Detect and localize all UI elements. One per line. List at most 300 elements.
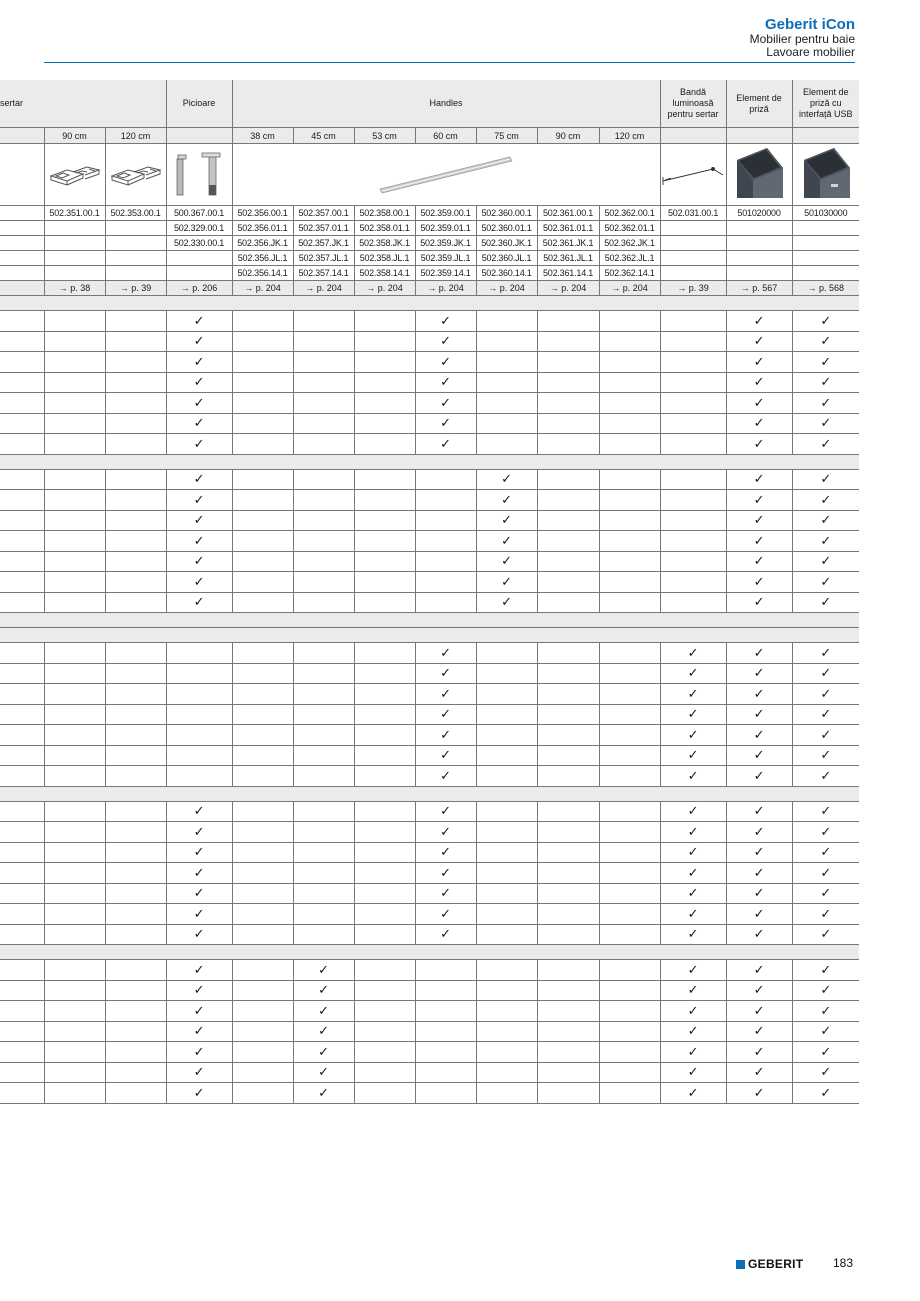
empty-cell [0,725,44,746]
empty-cell [105,393,166,414]
size-cell: 90 cm [44,128,105,144]
check-mark: ✓ [726,766,792,787]
check-mark: ✓ [415,842,476,863]
article-number: 502.356.00.1 [232,206,293,221]
empty-cell [44,704,105,725]
check-mark: ✓ [792,766,859,787]
empty-cell [415,980,476,1001]
empty-cell [599,924,660,945]
check-mark: ✓ [415,904,476,925]
size-cell: 53 cm [354,128,415,144]
check-mark: ✓ [660,745,726,766]
empty-cell [599,490,660,511]
compatibility-row [0,924,859,945]
empty-cell [599,311,660,332]
empty-cell [660,551,726,572]
empty-cell [105,311,166,332]
empty-cell [232,725,293,746]
empty-cell [476,924,537,945]
article-number: 502.360.14.1 [476,266,537,281]
empty-cell [354,883,415,904]
article-number: 502.361.JK.1 [537,236,599,251]
check-mark: ✓ [726,1042,792,1063]
empty-cell [0,311,44,332]
empty-cell [354,1042,415,1063]
empty-cell [660,413,726,434]
empty-cell [476,842,537,863]
check-mark: ✓ [660,1042,726,1063]
check-mark: ✓ [166,801,232,822]
check-mark: ✓ [792,372,859,393]
check-mark: ✓ [726,490,792,511]
empty-cell [232,801,293,822]
check-mark: ✓ [792,331,859,352]
check-mark: ✓ [476,490,537,511]
check-mark: ✓ [660,980,726,1001]
empty-cell [105,842,166,863]
page-reference: → p. 204 [354,281,415,296]
empty-cell [476,1021,537,1042]
empty-cell [354,1083,415,1104]
article-number: 502.357.00.1 [293,206,354,221]
empty-cell [354,572,415,593]
article-number: 502.360.01.1 [476,221,537,236]
empty-cell [44,434,105,455]
empty-cell [232,531,293,552]
empty-cell [232,469,293,490]
separator-band [0,454,859,469]
compatibility-row [0,490,859,511]
article-number [660,251,726,266]
article-number: 502.361.00.1 [537,206,599,221]
empty-cell [0,1062,44,1083]
separator-band [0,613,859,628]
empty-cell [105,469,166,490]
empty-cell [0,352,44,373]
section-separator [0,613,859,628]
empty-cell [354,725,415,746]
empty-cell [105,725,166,746]
empty-cell [0,842,44,863]
article-number: 502.031.00.1 [660,206,726,221]
empty-cell [44,801,105,822]
article-number: 502.361.JL.1 [537,251,599,266]
accessory-compatibility-table [0,80,859,1104]
empty-cell [354,551,415,572]
check-mark: ✓ [415,331,476,352]
empty-cell [232,551,293,572]
check-mark: ✓ [726,469,792,490]
empty-cell [105,822,166,843]
empty-cell [537,883,599,904]
empty-cell [44,531,105,552]
empty-cell [166,704,232,725]
empty-cell [105,904,166,925]
check-mark: ✓ [726,551,792,572]
size-cell [166,128,232,144]
check-mark: ✓ [726,352,792,373]
compatibility-row [0,745,859,766]
article-number [44,266,105,281]
check-mark: ✓ [792,393,859,414]
empty-cell [599,863,660,884]
empty-cell [599,331,660,352]
empty-cell [537,1083,599,1104]
article-number: 502.361.01.1 [537,221,599,236]
empty-cell [599,663,660,684]
empty-cell [599,551,660,572]
check-mark: ✓ [415,311,476,332]
empty-cell [232,1001,293,1022]
check-mark: ✓ [792,883,859,904]
article-number: 502.358.14.1 [354,266,415,281]
empty-cell [537,745,599,766]
check-mark: ✓ [415,643,476,664]
empty-cell [354,822,415,843]
empty-cell [293,531,354,552]
image-row [0,144,859,206]
empty-cell [660,469,726,490]
compatibility-row [0,592,859,613]
empty-cell [0,904,44,925]
empty-cell [537,551,599,572]
compatibility-row [0,469,859,490]
check-mark: ✓ [476,592,537,613]
article-number [792,251,859,266]
check-mark: ✓ [660,684,726,705]
empty-cell [44,745,105,766]
empty-cell [166,745,232,766]
empty-cell [537,1021,599,1042]
empty-cell [354,684,415,705]
empty-cell [0,883,44,904]
empty-cell [232,883,293,904]
empty-cell [44,924,105,945]
check-mark: ✓ [792,643,859,664]
empty-cell [0,1083,44,1104]
check-mark: ✓ [792,1062,859,1083]
compatibility-row [0,352,859,373]
check-mark: ✓ [792,469,859,490]
check-mark: ✓ [726,704,792,725]
empty-cell [537,490,599,511]
check-mark: ✓ [792,510,859,531]
header-element-priza-usb: Element de priză cu interfață USB [792,80,859,128]
check-mark: ✓ [415,766,476,787]
compatibility-row [0,904,859,925]
article-row [0,236,859,251]
compatibility-row [0,704,859,725]
empty-cell [232,863,293,884]
empty-cell [354,352,415,373]
empty-cell [476,980,537,1001]
empty-cell [44,592,105,613]
empty-cell [105,572,166,593]
check-mark: ✓ [166,531,232,552]
led-strip-icon [661,161,725,189]
check-mark: ✓ [726,331,792,352]
empty-cell [537,924,599,945]
check-mark: ✓ [166,1062,232,1083]
empty-cell [105,1083,166,1104]
empty-cell [293,663,354,684]
socket-element-icon [731,146,787,204]
check-mark: ✓ [792,1083,859,1104]
empty-cell [232,980,293,1001]
empty-cell [415,551,476,572]
empty-cell [537,1042,599,1063]
empty-cell [293,352,354,373]
empty-cell [105,434,166,455]
check-mark: ✓ [792,745,859,766]
page-reference: → p. 204 [415,281,476,296]
empty-cell [354,372,415,393]
empty-cell [537,572,599,593]
check-mark: ✓ [166,1042,232,1063]
image-cell [232,144,660,206]
image-cell [0,144,44,206]
check-mark: ✓ [792,413,859,434]
article-number: 502.360.JK.1 [476,236,537,251]
compatibility-row [0,372,859,393]
empty-cell [537,643,599,664]
page-reference: → p. 206 [166,281,232,296]
empty-cell [44,572,105,593]
check-mark: ✓ [726,643,792,664]
article-number: 502.357.JL.1 [293,251,354,266]
empty-cell [537,352,599,373]
article-number: 502.330.00.1 [166,236,232,251]
empty-cell [415,960,476,981]
check-mark: ✓ [792,704,859,725]
empty-cell [354,490,415,511]
empty-cell [44,643,105,664]
empty-cell [105,372,166,393]
check-mark: ✓ [792,924,859,945]
check-mark: ✓ [476,531,537,552]
empty-cell [354,434,415,455]
check-mark: ✓ [726,684,792,705]
empty-cell [354,531,415,552]
empty-cell [0,980,44,1001]
empty-cell [537,1062,599,1083]
article-number [105,236,166,251]
empty-cell [232,924,293,945]
page-reference: → p. 204 [232,281,293,296]
empty-cell [599,393,660,414]
empty-cell [232,592,293,613]
check-mark: ✓ [476,572,537,593]
article-number [792,236,859,251]
empty-cell [44,331,105,352]
empty-cell [44,413,105,434]
check-mark: ✓ [293,980,354,1001]
empty-cell [476,745,537,766]
empty-cell [599,434,660,455]
check-mark: ✓ [293,1001,354,1022]
empty-cell [660,572,726,593]
check-mark: ✓ [792,572,859,593]
article-number: 501030000 [792,206,859,221]
empty-cell [476,1062,537,1083]
drawer-insert-icon [108,160,164,190]
compatibility-row [0,510,859,531]
empty-cell [599,1083,660,1104]
empty-cell [0,1021,44,1042]
empty-cell [293,413,354,434]
empty-cell [537,801,599,822]
check-mark: ✓ [660,822,726,843]
check-mark: ✓ [415,434,476,455]
empty-cell [232,643,293,664]
check-mark: ✓ [415,745,476,766]
empty-cell [599,352,660,373]
empty-cell [660,352,726,373]
check-mark: ✓ [660,801,726,822]
compatibility-row [0,572,859,593]
empty-cell [599,980,660,1001]
article-number [105,251,166,266]
empty-cell [232,663,293,684]
check-mark: ✓ [726,1021,792,1042]
furniture-leg-icon [169,149,229,201]
empty-cell [537,510,599,531]
check-mark: ✓ [660,766,726,787]
page-reference: → p. 204 [476,281,537,296]
empty-cell [44,469,105,490]
compatibility-row [0,883,859,904]
check-mark: ✓ [476,551,537,572]
empty-cell [105,531,166,552]
subcategory-line: Lavoare mobilier [766,45,855,59]
empty-cell [105,331,166,352]
empty-cell [476,725,537,746]
empty-cell [660,311,726,332]
check-mark: ✓ [166,822,232,843]
empty-cell [537,980,599,1001]
article-number: 502.359.14.1 [415,266,476,281]
empty-cell [415,510,476,531]
check-mark: ✓ [792,1042,859,1063]
empty-cell [44,684,105,705]
check-mark: ✓ [726,510,792,531]
check-mark: ✓ [660,842,726,863]
article-cell-blank [0,221,44,236]
empty-cell [0,551,44,572]
empty-cell [166,684,232,705]
article-number [726,251,792,266]
check-mark: ✓ [726,572,792,593]
check-mark: ✓ [293,1021,354,1042]
check-mark: ✓ [166,434,232,455]
check-mark: ✓ [660,663,726,684]
empty-cell [105,801,166,822]
empty-cell [599,904,660,925]
article-number [726,266,792,281]
check-mark: ✓ [726,801,792,822]
empty-cell [293,801,354,822]
article-number: 502.356.JL.1 [232,251,293,266]
check-mark: ✓ [792,1021,859,1042]
empty-cell [537,469,599,490]
empty-cell [599,469,660,490]
empty-cell [537,372,599,393]
empty-cell [0,960,44,981]
check-mark: ✓ [660,704,726,725]
empty-cell [232,490,293,511]
compatibility-row [0,413,859,434]
article-number: 502.362.JK.1 [599,236,660,251]
compatibility-row [0,1021,859,1042]
article-number: 502.359.00.1 [415,206,476,221]
empty-cell [44,980,105,1001]
empty-cell [105,924,166,945]
check-mark: ✓ [166,1021,232,1042]
empty-cell [537,863,599,884]
check-mark: ✓ [726,372,792,393]
empty-cell [293,904,354,925]
empty-cell [660,434,726,455]
page-reference: → p. 568 [792,281,859,296]
article-number: 502.351.00.1 [44,206,105,221]
empty-cell [44,393,105,414]
article-number: 502.361.14.1 [537,266,599,281]
check-mark: ✓ [726,531,792,552]
empty-cell [0,372,44,393]
check-mark: ✓ [792,863,859,884]
empty-cell [476,352,537,373]
empty-cell [232,904,293,925]
page-reference: → p. 39 [105,281,166,296]
empty-cell [599,413,660,434]
empty-cell [537,311,599,332]
empty-cell [105,1062,166,1083]
empty-cell [537,842,599,863]
empty-cell [537,531,599,552]
check-mark: ✓ [166,592,232,613]
check-mark: ✓ [726,883,792,904]
check-mark: ✓ [476,469,537,490]
size-cell: 120 cm [599,128,660,144]
check-mark: ✓ [726,413,792,434]
article-number [792,266,859,281]
empty-cell [415,490,476,511]
empty-cell [354,413,415,434]
empty-cell [537,684,599,705]
check-mark: ✓ [166,1001,232,1022]
empty-cell [537,704,599,725]
empty-cell [599,592,660,613]
article-number: 502.362.JL.1 [599,251,660,266]
empty-cell [232,510,293,531]
check-mark: ✓ [660,1062,726,1083]
empty-cell [44,1083,105,1104]
compatibility-row [0,663,859,684]
check-mark: ✓ [166,842,232,863]
empty-cell [44,842,105,863]
empty-cell [0,1001,44,1022]
check-mark: ✓ [726,924,792,945]
article-number: 502.357.JK.1 [293,236,354,251]
empty-cell [354,1062,415,1083]
compatibility-row [0,980,859,1001]
usb-socket-element-icon [798,146,854,204]
size-cell: 60 cm [415,128,476,144]
empty-cell [354,643,415,664]
article-cell-blank [0,251,44,266]
check-mark: ✓ [726,960,792,981]
empty-cell [232,1042,293,1063]
